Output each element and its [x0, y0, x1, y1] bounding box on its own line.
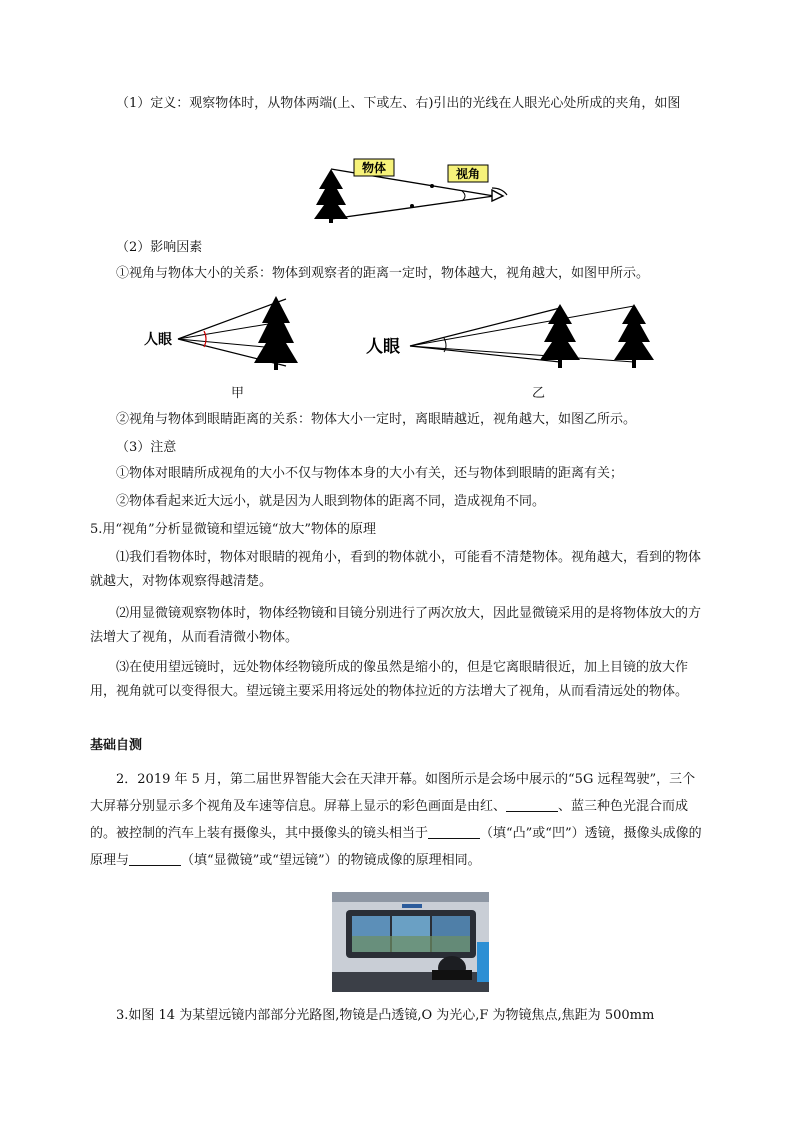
note-heading: （3）注意: [116, 440, 177, 455]
question-2: 2．2019 年 5 月，第二届世界智能大会在天津开幕。如图所示是会场中展示的“5G 远程驾驶”，三个大屏幕分别显示多个视角及车速等信息。屏幕上显示的彩色画面是由红、 、蓝三种色光混合而成的。被控制的汽车上装有摄像头，其中摄像头的镜头相当于 （填“凸”或“凹”）透镜，摄像头成像的原理与 （填“显微镜”或“望远镜”）的物镜成像的原理相同。: [90, 772, 702, 868]
eye-label-jia: 人眼: [144, 332, 172, 348]
factor2-text: ②视角与物体到眼睛距离的关系：物体大小一定时，离眼睛越近，视角越大，如图乙所示。: [116, 412, 637, 427]
p5-item2: ⑵用显微镜观察物体时，物体经物镜和目镜分别进行了两次放大，因此显微镜采用的是将物体放大的方法增大了视角，从而看清微小物体。: [90, 606, 702, 645]
question-3: 3.如图 14 为某望远镜内部部分光路图,物镜是凸透镜,O 为光心,F 为物镜焦点,焦距为 500mm: [116, 1008, 655, 1023]
answer-blank-1[interactable]: [506, 797, 558, 812]
definition-text: （1）定义：观察物体时，从物体两端(上、下或左、右)引出的光线在人眼光心处所成的夹角，如图: [116, 96, 681, 111]
label-object: 物体: [361, 161, 387, 175]
figure-yi: [364, 296, 664, 372]
eye-icon: [492, 190, 503, 201]
remote-driving-photo: [332, 892, 489, 992]
eye-label-yi: 人眼: [366, 337, 400, 357]
tree-icon: [540, 304, 580, 360]
label-visual-angle: 视角: [455, 167, 481, 181]
note1-text: ①物体对眼睛所成视角的大小不仅与物体本身的大小有关，还与物体到眼睛的距离有关；: [116, 466, 624, 481]
visual-angle-figure: [312, 155, 522, 227]
caption-yi: 乙: [532, 386, 546, 401]
self-test-heading: 基础自测: [90, 738, 143, 753]
answer-blank-2[interactable]: [428, 824, 480, 839]
factors-heading: （2）影响因素: [116, 240, 203, 255]
factor1-text: ①视角与物体大小的关系：物体到观察者的距离一定时，物体越大，视角越大，如图甲所示。: [116, 266, 650, 281]
p5-item3: ⑶在使用望远镜时，远处物体经物镜所成的像虽然是缩小的，但是它离眼睛很近，加上目镜的放大作用，视角就可以变得很大。望远镜主要采用将远处的物体拉近的方法增大了视角，从而看清远处的物体。: [90, 660, 689, 699]
figure-jia: [122, 293, 302, 371]
tree-icon: [614, 304, 654, 360]
note2-text: ②物体看起来近大远小，就是因为人眼到物体的距离不同，造成视角不同。: [116, 494, 546, 509]
p5-title: 5.用“视角”分析显微镜和望远镜“放大”物体的原理: [90, 522, 376, 537]
answer-blank-3[interactable]: [129, 851, 181, 866]
caption-jia: 甲: [231, 386, 245, 401]
p5-item1: ⑴我们看物体时，物体对眼睛的视角小，看到的物体就小，可能看不清楚物体。视角越大，看到的物体就越大，对物体观察得越清楚。: [90, 550, 702, 589]
tree-icon: [314, 169, 348, 219]
